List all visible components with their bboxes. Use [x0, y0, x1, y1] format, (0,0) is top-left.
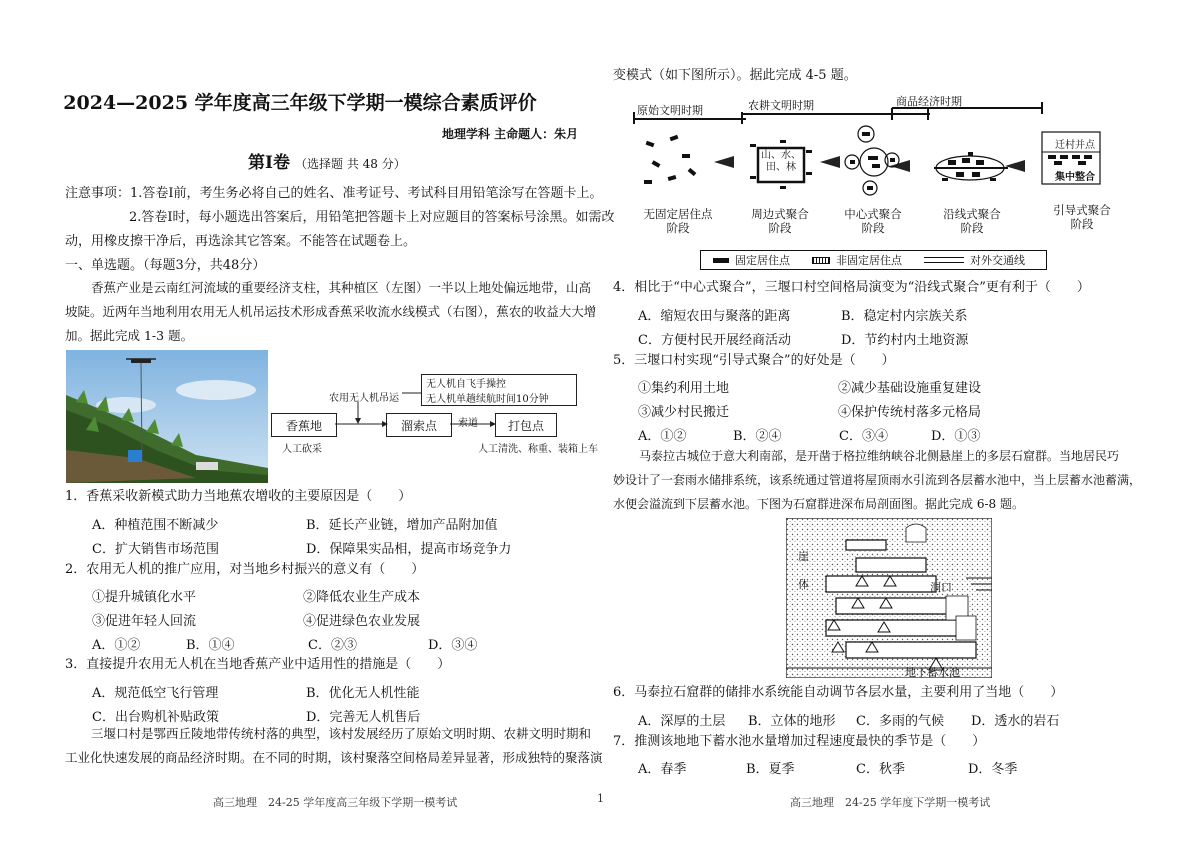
q6-option-b[interactable]: B．立体的地形 [748, 714, 836, 729]
intro-3-line-a: 马泰拉古城位于意大利南部，是开凿于格拉维纳峡谷北侧悬崖上的多层石窟群。当地居民巧 [639, 449, 1120, 463]
q6-option-d[interactable]: D．透水的岩石 [971, 714, 1060, 729]
question-2: 2．农用无人机的推广应用，对当地乡村振兴的意义有（ ） [65, 562, 425, 577]
q3-option-c[interactable]: C．出台购机补贴政策 [92, 710, 219, 725]
question-5: 5．三堰口村实现“引导式聚合”的好处是（ ） [613, 353, 895, 368]
intro-3-line-b: 妙设计了一套雨水储排系统，该系统通过管道将屋顶雨水引流到各层蓄水池中，当上层蓄水池蓄满， [613, 473, 1142, 487]
q2-option-c[interactable]: C．②③ [308, 638, 357, 653]
q5-item-4: ④保护传统村落多元格局 [838, 405, 982, 420]
diagram-legend [700, 250, 1047, 270]
question-7: 7．推测该地地下蓄水池水量增加过程速度最快的季节是（ ） [613, 734, 986, 749]
q1-option-d[interactable]: D．保障果实品相，提高市场竞争力 [306, 542, 512, 557]
q5-option-b[interactable]: B．②④ [733, 429, 782, 444]
flow-note-1: 无人机自飞手操控 [426, 379, 506, 390]
stage-label-2: 周边式聚合 阶段 [751, 207, 809, 235]
flow-drone-label: 农用无人机吊运 [329, 393, 399, 404]
legend-fixed: 固定居住点 [735, 254, 790, 267]
period-label-farming: 农耕文明时期 [748, 99, 814, 112]
stage-5-top-label: 迁村并点 [1055, 140, 1095, 151]
q5-item-3: ③减少村民搬迁 [638, 405, 730, 420]
flow-sub-1: 人工砍采 [282, 444, 322, 455]
stage-label-5: 引导式聚合 阶段 [1053, 203, 1111, 231]
continuation-line: 变模式（如下图所示）。据此完成 4-5 题。 [613, 68, 857, 83]
volume-title: 第Ⅰ卷 [248, 153, 290, 173]
cave-section-graphic [786, 518, 992, 678]
right-footer: 高三地理 24-25 学年度下学期一模考试 [790, 796, 991, 809]
q7-option-d[interactable]: D．冬季 [968, 762, 1018, 777]
intro-3-line-c: 水便会溢流到下层蓄水池。下图为石窟群进深布局剖面图。据此完成 6-8 题。 [613, 497, 1024, 511]
q2-item-4: ④促进绿色农业发展 [303, 614, 421, 629]
q3-option-d[interactable]: D．完善无人机售后 [306, 710, 421, 725]
q4-option-b[interactable]: B．稳定村内宗族关系 [841, 309, 968, 324]
intro-3 [613, 444, 1143, 516]
legend-road-icon [924, 257, 964, 263]
q1-option-c[interactable]: C．扩大销售市场范围 [92, 542, 219, 557]
flow-road-label: 索道 [458, 418, 478, 429]
stage-label-4: 沿线式聚合 阶段 [943, 207, 1001, 235]
q2-item-2: ②降低农业生产成本 [303, 590, 421, 605]
notice-2a: 2.答卷Ⅰ时，每小题选出答案后，用铅笔把答题卡上对应题目的答案标号涂黑。如需改 [129, 210, 615, 225]
q6-option-a[interactable]: A．深厚的土层 [638, 714, 726, 729]
q7-option-c[interactable]: C．秋季 [856, 762, 905, 777]
legend-nonfixed: 非固定居住点 [836, 254, 902, 267]
stage-label-3: 中心式聚合 阶段 [844, 207, 902, 235]
stage-2-center-box: 山、水、 田、林 [761, 150, 801, 173]
flow-box-cableway-point: 溜索点 [386, 413, 452, 437]
intro-1-line-a: 香蕉产业是云南红河流域的重要经济支柱，其种植区（左图）一半以上地处偏远地带，山高 [91, 280, 592, 295]
q2-option-b[interactable]: B．①④ [186, 638, 235, 653]
intro-1-line-b: 坡陡。近两年当地利用农用无人机吊运技术形成香蕉采收流水线模式（右图），蕉农的收益大大增 [65, 304, 597, 319]
legend-fixed-icon [713, 258, 729, 263]
flow-note-2: 无人机单趟续航时间10分钟 [426, 394, 549, 405]
q2-item-3: ③促进年轻人回流 [92, 614, 197, 629]
period-label-commerce: 商品经济时期 [896, 95, 962, 108]
flow-box-packing-point: 打包点 [495, 413, 557, 437]
q3-option-b[interactable]: B．优化无人机性能 [306, 686, 420, 701]
intro-1 [65, 276, 595, 348]
q2-item-1: ①提升城镇化水平 [92, 590, 197, 605]
period-label-primitive: 原始文明时期 [637, 104, 703, 117]
section-heading: 一、单选题。（每题3分，共48分） [65, 258, 266, 273]
intro-2-line-a: 三堰口村是鄂西丘陵地带传统村落的典型，该村发展经历了原始文明时期、农耕文明时期和 [91, 726, 592, 741]
q5-option-c[interactable]: C．③④ [839, 429, 888, 444]
evolution-graphic [630, 90, 1110, 200]
flow-arrows [270, 378, 500, 428]
question-1: 1．香蕉采收新模式助力当地蕉农增收的主要原因是（ ） [65, 489, 412, 504]
left-footer: 高三地理 24-25 学年度高三年级下学期一模考试 [213, 796, 458, 809]
question-4: 4．相比于“中心式聚合”，三堰口村空间格局演变为“沿线式聚合”更有利于（ ） [613, 280, 1090, 295]
volume-heading [248, 148, 406, 173]
q5-option-a[interactable]: A．①② [638, 429, 687, 444]
intro-1-line-c: 加。据此完成 1-3 题。 [65, 328, 194, 343]
q2-option-d[interactable]: D．③④ [428, 638, 478, 653]
stage-label-1: 无固定居住点 阶段 [643, 207, 713, 235]
intro-2-line-b: 工业化快速发展的商品经济时期。在不同的时期，该村聚落空间格局差异显著，形成独特的聚落演 [65, 750, 603, 765]
q4-option-a[interactable]: A．缩短农田与聚落的距离 [638, 309, 791, 324]
q4-option-d[interactable]: D．节约村内土地资源 [841, 333, 969, 348]
notice-2b: 动，用橡皮擦干净后，再选涂其它答案。不能答在试题卷上。 [65, 234, 417, 249]
q5-item-2: ②减少基础设施重复建设 [838, 381, 982, 396]
exam-title: 2024—2025 学年度高三年级下学期一模综合素质评价 [63, 92, 537, 114]
fig-cliff-label: 崖 [798, 550, 809, 563]
stage-5-bottom-label: 集中整合 [1055, 172, 1095, 183]
q1-option-b[interactable]: B．延长产业链，增加产品附加值 [306, 518, 498, 533]
q5-item-1: ①集约利用土地 [638, 381, 730, 396]
q6-option-c[interactable]: C．多雨的气候 [856, 714, 944, 729]
q7-option-a[interactable]: A．春季 [638, 762, 687, 777]
fig-body-label: 体 [798, 578, 809, 591]
q1-option-a[interactable]: A．种植范围不断减少 [92, 518, 219, 533]
volume-subtitle: （选择题 共 48 分） [295, 157, 406, 171]
intro-2 [65, 722, 603, 770]
q4-option-c[interactable]: C．方便村民开展经商活动 [638, 333, 791, 348]
legend-nonfixed-icon [812, 257, 830, 264]
q3-option-a[interactable]: A．规范低空飞行管理 [92, 686, 219, 701]
fig-pool-label: 地下蓄水池 [905, 666, 960, 679]
q2-option-a[interactable]: A．①② [92, 638, 141, 653]
flow-sub-3: 人工清洗、称重、装箱上车 [478, 444, 598, 455]
q7-option-b[interactable]: B．夏季 [746, 762, 795, 777]
question-3: 3．直接提升农用无人机在当地香蕉产业中适用性的措施是（ ） [65, 657, 451, 672]
subject-line: 地理学科 主命题人：朱月 [442, 127, 579, 141]
flow-box-banana-field: 香蕉地 [271, 413, 337, 437]
fig-hole-label: 洞口 [930, 581, 952, 594]
notice-1: 注意事项：1.答卷Ⅰ前，考生务必将自己的姓名、准考证号、考试科目用铅笔涂写在答题卡上。 [65, 186, 603, 201]
legend-road: 对外交通线 [970, 254, 1025, 267]
page-number: 1 [597, 792, 604, 805]
question-6: 6．马泰拉石窟群的储排水系统能自动调节各层水量，主要利用了当地（ ） [613, 685, 1064, 700]
q5-option-d[interactable]: D．①③ [931, 429, 981, 444]
banana-field-photo [66, 350, 268, 483]
